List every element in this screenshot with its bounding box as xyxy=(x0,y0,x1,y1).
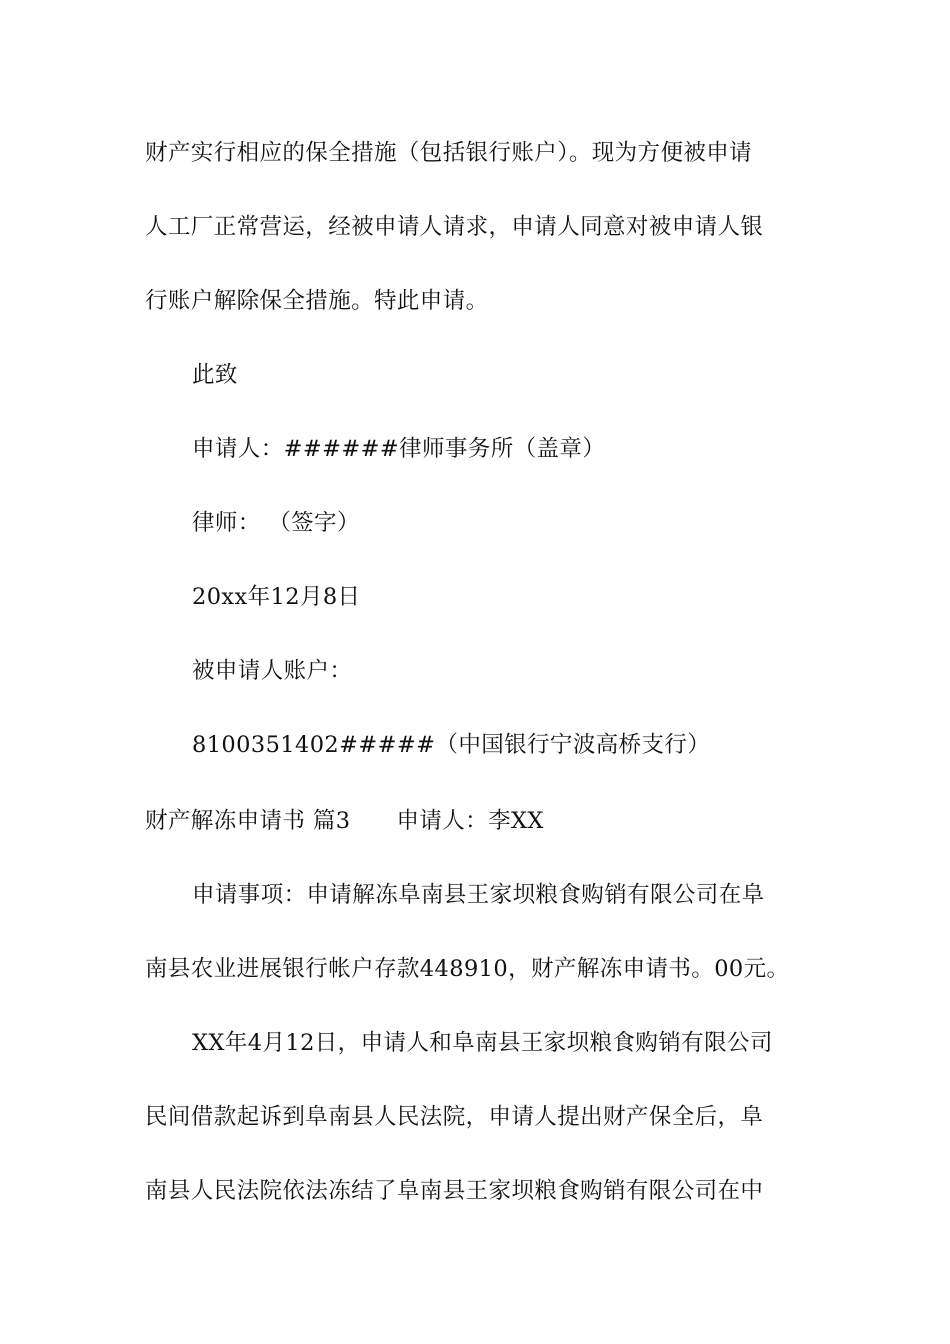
paragraph-line-2: 人工厂正常营运，经被申请人请求，申请人同意对被申请人银 xyxy=(145,214,764,240)
section-title: 财产解冻申请书 篇3 xyxy=(145,808,351,834)
request-matter-line-1: 申请事项：申请解冻阜南县王家坝粮食购销有限公司在阜 xyxy=(192,882,765,908)
lawyer-signature-line: 律师： （签字） xyxy=(192,510,360,536)
salutation-line: 此致 xyxy=(192,362,238,388)
paragraph-line-1: 财产实行相应的保全措施（包括银行账户）。现为方便被申请 xyxy=(145,140,753,166)
request-matter-line-2: 南县农业进展银行帐户存款448910，财产解冻申请书。00元。 xyxy=(145,956,790,982)
respondent-account-number: 8100351402#####（中国银行宁波高桥支行） xyxy=(192,732,711,758)
section-heading-line xyxy=(145,806,544,836)
applicant-line: 申请人：######律师事务所（盖章） xyxy=(192,436,606,462)
facts-line-2: 民间借款起诉到阜南县人民法院，申请人提出财产保全后，阜 xyxy=(145,1104,764,1130)
facts-line-1: XX年4月12日，申请人和阜南县王家坝粮食购销有限公司 xyxy=(192,1030,773,1056)
paragraph-line-3: 行账户解除保全措施。特此申请。 xyxy=(145,288,489,314)
respondent-account-label: 被申请人账户： xyxy=(192,658,353,684)
section-applicant: 申请人：李XX xyxy=(396,808,544,834)
facts-line-3: 南县人民法院依法冻结了阜南县王家坝粮食购销有限公司在中 xyxy=(145,1178,764,1204)
date-line: 20xx年12月8日 xyxy=(192,584,361,610)
